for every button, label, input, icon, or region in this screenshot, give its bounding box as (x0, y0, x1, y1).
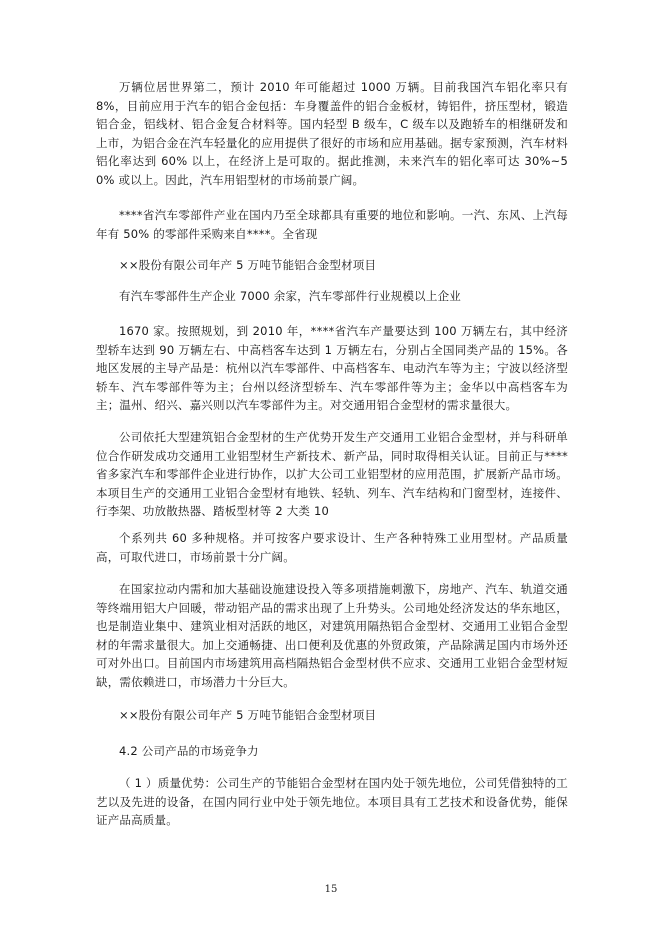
page-number: 15 (324, 884, 338, 895)
project-header-repeat-2: ××股份有限公司年产 5 万吨节能铝合金型材项目 (119, 708, 377, 722)
paragraph-province-auto-parts: ****省汽车零部件产业在国内乃至全球都具有重要的地位和影响。一汽、东风、上汽每年有 50% 的零部件采购来自****。全省现 (96, 208, 568, 241)
paragraph-domestic-demand: 在国家拉动内需和加大基础设施建设投入等多项措施刺激下，房地产、汽车、轨道交通等终端用铝大户回暖，带动铝产品的需求出现了上升势头。公司地处经济发达的华东地区，也是制造业集中、建筑业相对活跃的地区，对建筑用隔热铝合金型材、交通用工业铝合金型材的年需求量很大。加上交通畅捷、出口便利及优惠的外贸政策，产品除满足国内市场外还可对外出口。目前国内市场建筑用高档隔热铝合金型材供不应求、交通用工业铝合金型材短缺，需依赖进口，市场潜力十分巨大。 (96, 582, 568, 689)
section-heading-competitiveness: 4.2 公司产品的市场竞争力 (119, 744, 259, 758)
paragraph-quality-advantage: （ 1 ）质量优势：公司生产的节能铝合金型材在国内处于领先地位，公司凭借独特的工艺以及先进的设备，在国内同行业中处于领先地位。本项目具有工艺技术和设备优势，能保证产品高质量。 (96, 776, 568, 828)
paragraph-product-series: 个系列共 60 多种规格。并可按客户要求设计、生产各种特殊工业用型材。产品质量高，可取代进口，市场前景十分广阔。 (96, 531, 568, 564)
project-header-repeat: ××股份有限公司年产 5 万吨节能铝合金型材项目 (119, 258, 377, 272)
paragraph-auto-parts-enterprises: 有汽车零部件生产企业 7000 余家，汽车零部件行业规模以上企业 (119, 289, 461, 303)
paragraph-company-transport-profiles: 公司依托大型建筑铝合金型材的生产优势开发生产交通用工业铝合金型材，并与科研单位合作研发成功交通用工业铝型材生产新技术、新产品，同时取得相关认证。目前正与****省多家汽车和零部件企业进行协作，以扩大公司工业铝型材的应用范围，扩展新产品市场。本项目生产的交通用工业铝合金型材有地铁、轻轨、列车、汽车结构和门窗型材，连接件、行李架、功放散热器、踏板型材等 2 大类 10 (96, 430, 568, 519)
paragraph-regional-production-plan: 1670 家。按照规划，到 2010 年，****省汽车产量要达到 100 万辆左右，其中经济型轿车达到 90 万辆左右、中高档客车达到 1 万辆左右，分别占全国同类产品的 15%。各地区发展的主导产品是：杭州以汽车零部件、中高档客车、电动汽车等为主；宁波以经济型轿车、汽车零部件等为主；台州以经济型轿车、汽车零部件等为主；金华以中高档客车为主；温州、绍兴、嘉兴则以汽车零部件为主。对交通用铝合金型材的需求量很大。 (96, 324, 568, 413)
paragraph-aluminum-auto-market: 万辆位居世界第二，预计 2010 年可能超过 1000 万辆。目前我国汽车铝化率只有 8%，目前应用于汽车的铝合金包括：车身覆盖件的铝合金板材，铸铝件，挤压型材，锻造铝合金，铝线材、铝合金复合材料等。国内轻型 B 级车，C 级车以及跑轿车的相继研发和上市，为铝合金在汽车轻量化的应用提供了很好的市场和应用基础。据专家预测，汽车材料铝化率达到 60% 以上，在经济上是可取的。据此推测，未来汽车的铝化率可达 30%~50% 或以上。因此，汽车用铝型材的市场前景广阔。 (96, 80, 568, 187)
